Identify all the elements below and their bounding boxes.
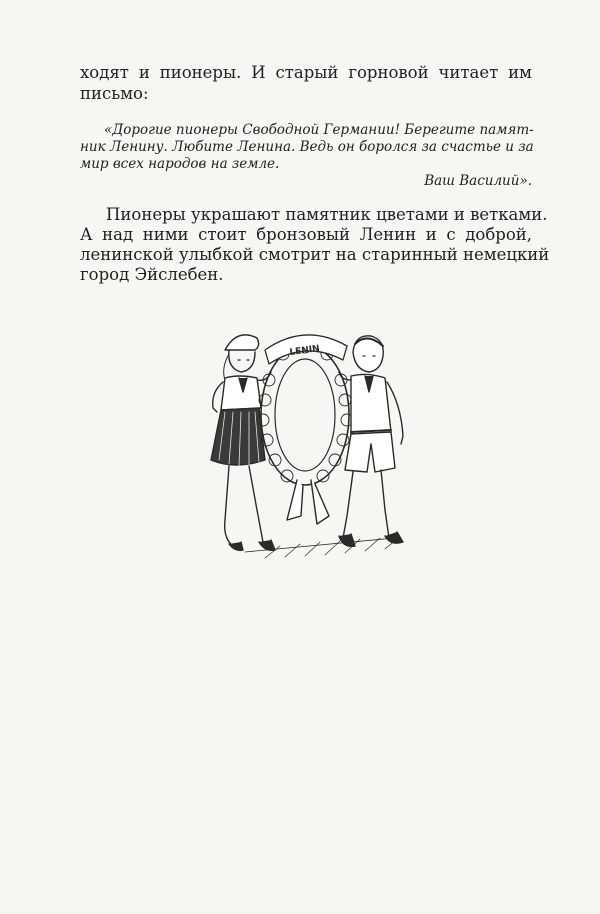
girl-figure	[211, 335, 275, 551]
paragraph-1-line-1: ходят и пионеры. И старый горновой читает им	[80, 63, 532, 82]
letter-signature: Ваш Василий».	[424, 173, 532, 189]
paragraph-2-line-1: Пионеры украшают памятник цветами и ветками.	[106, 205, 548, 224]
letter-line-1: «Дорогие пионеры Свободной Германии! Берегите памят-	[104, 122, 534, 138]
paragraph-2-line-2: А над ними стоит бронзовый Ленин и с доброй,	[80, 225, 532, 244]
letter-line-2: ник Ленину. Любите Ленина. Ведь он боролся за счастье и за	[80, 139, 534, 155]
letter-line-3: мир всех народов на земле.	[80, 156, 280, 172]
pioneers-wreath-illustration	[205, 320, 415, 565]
paragraph-2-line-3: ленинской улыбкой смотрит на старинный немецкий	[80, 245, 550, 264]
wreath	[257, 341, 353, 524]
paragraph-1-line-2: письмо:	[80, 84, 149, 103]
paragraph-2-line-4: город Эйслебен.	[80, 265, 224, 284]
banner-text: LENIN	[289, 343, 321, 359]
